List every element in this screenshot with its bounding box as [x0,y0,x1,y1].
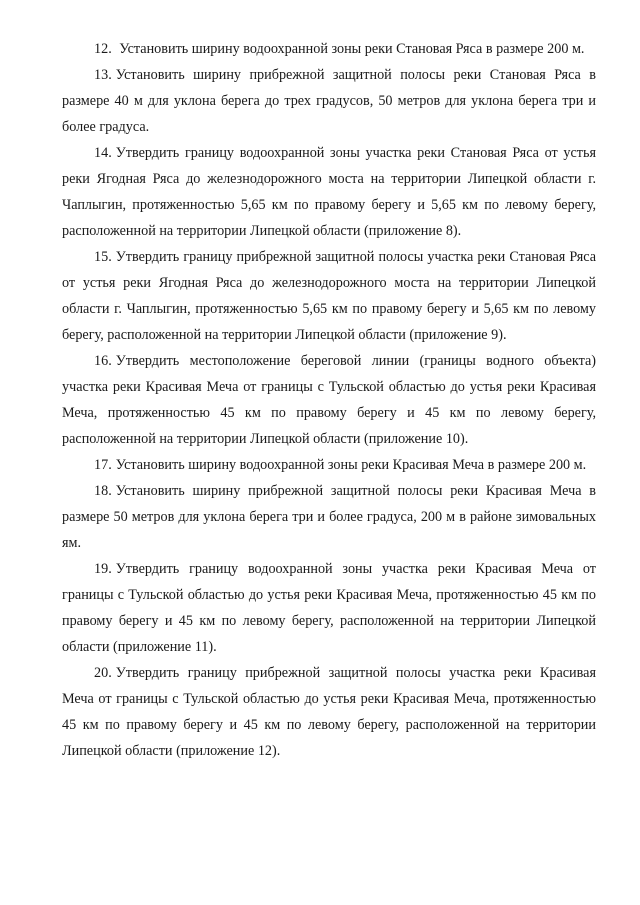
paragraph-text: Утвердить границу водоохранной зоны участка реки Красивая Меча от границы с Тульской областью до устья реки Красивая Меча, протяженностью 45 км по правому берегу и 45 км по левому берегу, расположенной на территории Липецкой области (приложение 11). [62,561,596,655]
paragraph-text: Утвердить границу водоохранной зоны участка реки Становая Ряса от устья реки Ягодная Ряса до железнодорожного моста на территории Липецкой области г. Чаплыгин, протяженностью 5,65 км по правому берегу и 5,65 км по левому берегу, расположенной на территории Липецкой области (приложение 8). [62,145,596,239]
paragraph-12 [62,36,596,62]
paragraph-18 [62,478,596,556]
paragraph-14 [62,140,596,244]
paragraph-text: Утвердить местоположение береговой линии (границы водного объекта) участка реки Красивая Меча от границы с Тульской областью до устья реки Красивая Меча, протяженностью 45 км по правому берегу и 45 км по левому берегу, расположенной на территории Липецкой области (приложение 10). [62,353,596,447]
paragraph-number: 14. [94,145,112,161]
paragraph-text: Утвердить границу прибрежной защитной полосы участка реки Красивая Меча от границы с Тульской областью до устья реки Красивая Меча, протяженностью 45 км по правому берегу и 45 км по левому берегу, расположенной на территории Липецкой области (приложение 12). [62,665,596,759]
paragraph-15 [62,244,596,348]
paragraph-16 [62,348,596,452]
paragraph-text: Утвердить границу прибрежной защитной полосы участка реки Становая Ряса от устья реки Ягодная Ряса до железнодорожного моста на территории Липецкой области г. Чаплыгин, протяженностью 5,65 км по правому берегу и 5,65 км по левому берегу, расположенной на территории Липецкой области (приложение 9). [62,249,596,343]
paragraph-number: 17. [94,457,112,473]
paragraph-13 [62,62,596,140]
paragraph-number: 13. [94,67,112,83]
paragraph-text: Установить ширину водоохранной зоны реки Красивая Меча в размере 200 м. [115,457,587,473]
paragraph-number: 19. [94,561,112,577]
paragraph-number: 12. [94,41,112,57]
paragraph-number: 20. [94,665,112,681]
paragraph-20 [62,660,596,764]
paragraph-19 [62,556,596,660]
paragraph-text: Установить ширину водоохранной зоны реки Становая Ряса в размере 200 м. [115,41,585,57]
paragraph-number: 18. [94,483,112,499]
paragraph-text: Установить ширину прибрежной защитной полосы реки Красивая Меча в размере 50 метров для уклона берега три и более градуса, 200 м в районе зимовальных ям. [62,483,596,551]
paragraph-17 [62,452,596,478]
paragraph-text: Установить ширину прибрежной защитной полосы реки Становая Ряса в размере 40 м для уклона берега до трех градусов, 50 метров для уклона берега три и более градуса. [62,67,596,135]
document-page [62,36,596,764]
paragraph-number: 15. [94,249,112,265]
paragraph-number: 16. [94,353,112,369]
